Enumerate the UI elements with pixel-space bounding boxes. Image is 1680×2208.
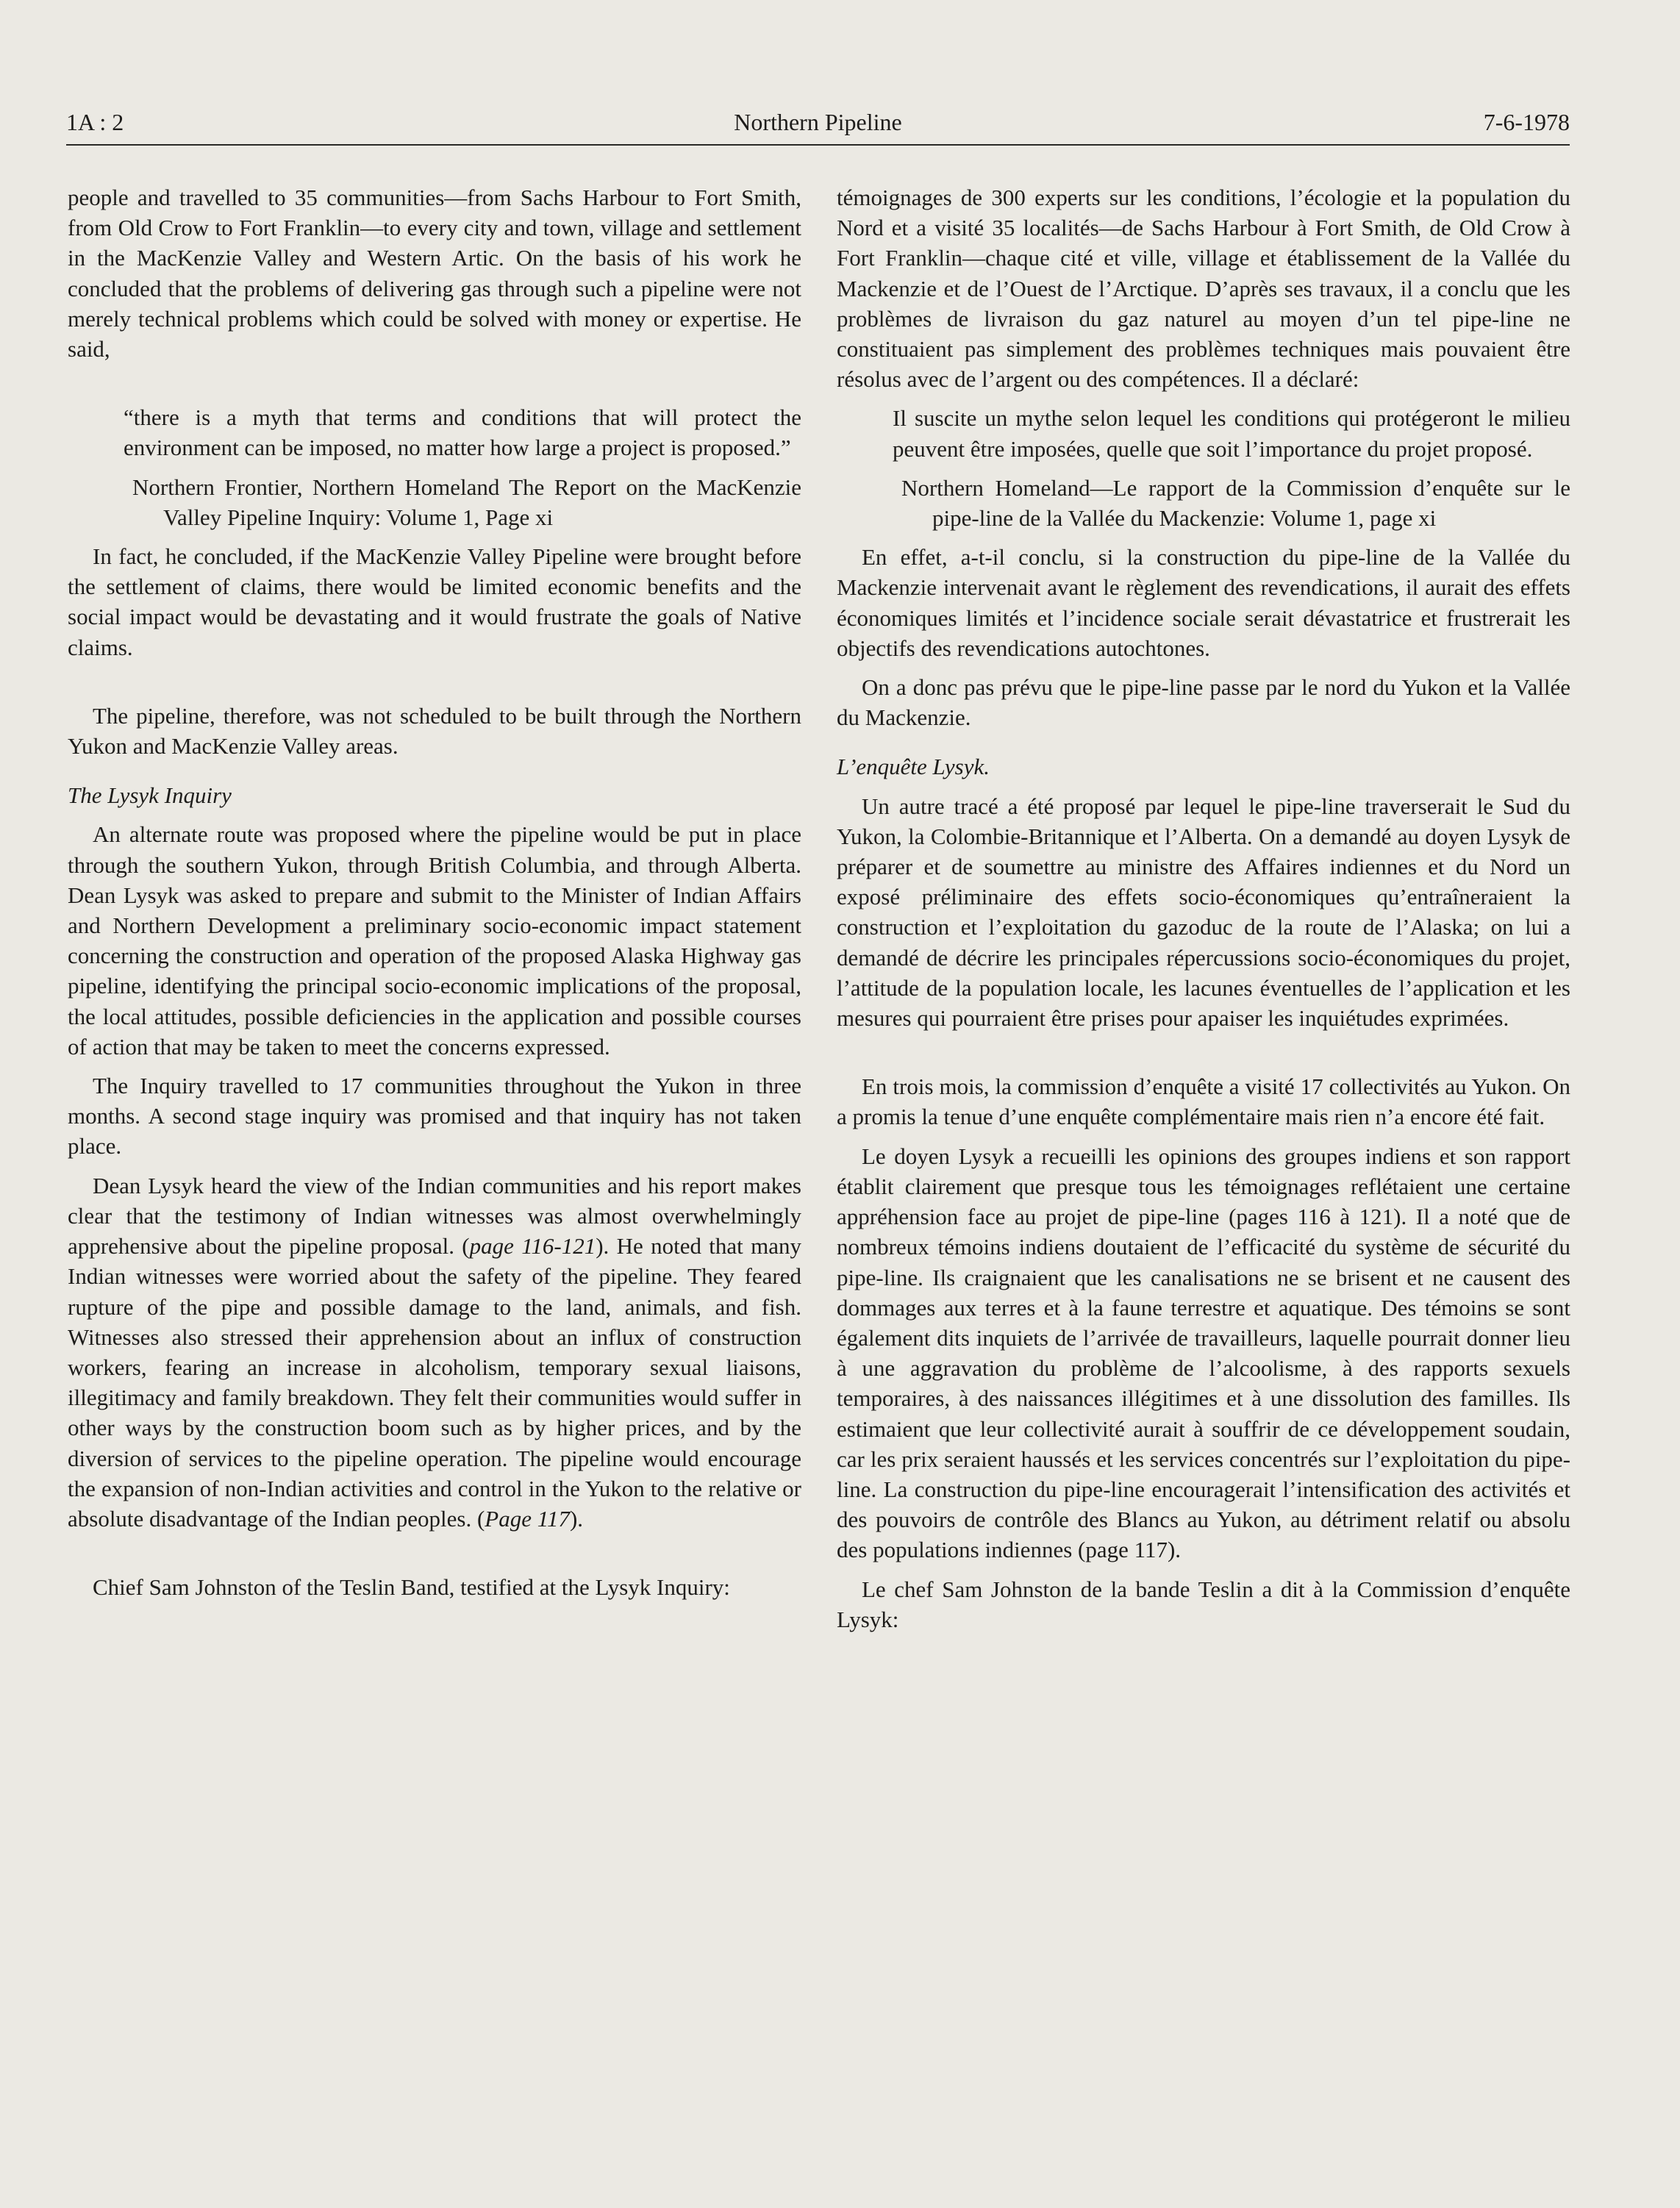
en-paragraph-4: An alternate route was proposed where the pipeline would be put in place through the southern Yukon, through British Columbia, and through Alberta. Dean Lysyk was asked to prepare and submit to the Minister of Indian Affairs and Northern Development a preliminary socio-economic impact statement concerning the construction and operation of the proposed Alaska Highway gas pipeline, identifying the principal socio-economic implications of the proposal, the local attitudes, possible deficiencies in the application and possible courses of action that may be taken to meet the concerns expressed. <box>68 821 801 1060</box>
fr-paragraph-6: Le doyen Lysyk a recueilli les opinions des groupes indiens et son rapport établit clairement que presque tous les témoignages reflétaient une certaine appréhension face au projet de pipe-line (pages 116 à 121). Il a noté que de nombreux témoins indiens doutaient de l’efficacité du système de sécurité du pipe-line. Ils craignaient que les canalisations ne se brisent et ne causent des dommages aux terres et à la faune terrestre et aquatique. Des témoins se sont également dits inquiets de l’arrivée de travailleurs, laquelle pourrait donner lieu à une aggravation du problème de l’alcoolisme, à des rapports sexuels temporaires, à des naissances illégitimes et à une dissolution des familles. Ils estimaient que leur collectivité aurait à souffrir de ce développement soudain, car les prix seraient haussés et les services concentrés sur l’exploitation du pipe-line. La construction du pipe-line encouragerait l’intensification des activités et des pouvoirs de contrôle des Blancs au Yukon, au détriment relatif ou absolu des populations indiennes (page 117). <box>837 1143 1570 1563</box>
french-column <box>837 182 1570 1634</box>
fr-section-heading: L’enquête Lysyk. <box>837 754 990 780</box>
en-section-heading: The Lysyk Inquiry <box>68 782 232 809</box>
fr-paragraph-3: On a donc pas prévu que le pipe-line passe par le nord du Yukon et la Vallée du Mackenzie. <box>837 674 1570 731</box>
fr-paragraph-2: En effet, a-t-il conclu, si la construction du pipe-line de la Vallée du Mackenzie intervenait avant le règlement des revendications, il aurait des effets économiques limités et l’incidence sociale serait dévastatrice et frustrerait les objectifs des revendications autochtones. <box>837 544 1570 661</box>
fr-citation: Northern Homeland—Le rapport de la Commission d’enquête sur le pipe-line de la Vallée du Mackenzie: Volume 1, page xi <box>901 474 1570 532</box>
page-header <box>66 104 1570 146</box>
en-paragraph-5: The Inquiry travelled to 17 communities throughout the Yukon in three months. A second stage inquiry was promised and that inquiry has not taken place. <box>68 1073 801 1160</box>
en-p6-text-a: Dean Lysyk heard the view of the Indian communities and his report makes clear that the testimony of Indian witnesses was almost overwhelmingly apprehensive about the pipeline proposal. ( <box>68 1172 801 1260</box>
en-p6-reference-1: page 116-121 <box>469 1233 596 1260</box>
en-p6-text-c: ). <box>569 1505 584 1532</box>
publication-title: Northern Pipeline <box>734 109 902 135</box>
en-paragraph-7: Chief Sam Johnston of the Teslin Band, testified at the Lysyk Inquiry: <box>93 1574 730 1601</box>
en-paragraph-6 <box>68 1171 801 1534</box>
en-p6-reference-2: Page 117 <box>485 1505 570 1532</box>
en-paragraph-1: people and travelled to 35 communities—from Sachs Harbour to Fort Smith, from Old Crow to Fort Franklin—to every city and town, village and settlement in the MacKenzie Valley and Western Artic. On the basis of his work he concluded that the problems of delivering gas through such a pipeline were not merely technical problems which could be solved with money or expertise. He said, <box>68 185 801 362</box>
english-column <box>68 182 801 1602</box>
fr-paragraph-7: Le chef Sam Johnston de la bande Teslin a dit à la Commission d’enquête Lysyk: <box>837 1576 1570 1632</box>
fr-paragraph-1: témoignages de 300 experts sur les conditions, l’écologie et la population du Nord et a visité 35 localités—de Sachs Harbour à Fort Smith, de Old Crow à Fort Franklin—chaque cité et ville, village et établissement de la Vallée du Mackenzie et de l’Ouest de l’Arctique. D’après ses travaux, il a conclu que les problèmes de livraison du gaz naturel au moyen d’un tel pipe-line ne constituaient pas simplement des problèmes techniques mais pouvaient être résolus avec de l’argent ou des compétences. Il a déclaré: <box>837 185 1570 393</box>
fr-paragraph-5: En trois mois, la commission d’enquête a visité 17 collectivités au Yukon. On a promis la tenue d’une enquête complémentaire mais rien n’a encore été fait. <box>837 1073 1570 1130</box>
en-citation: Northern Frontier, Northern Homeland The Report on the MacKenzie Valley Pipeline Inquiry: Volume 1, Page xi <box>132 474 801 530</box>
fr-paragraph-4: Un autre tracé a été proposé par lequel le pipe-line traverserait le Sud du Yukon, la Colombie-Britannique et l’Alberta. On a demandé au doyen Lysyk de préparer et de soumettre au ministre des Affaires indiennes et du Nord un exposé préliminaire des effets socio-économiques qu’entraîneraient la construction et l’exploitation du gazoduc de la route de l’Alaska; on lui a demandé de décrire les principales répercussions socio-économiques du projet, l’attitude de la population locale, les lacunes éventuelles de l’application et les mesures qui pourraient être prises pour apaiser les inquiétudes exprimées. <box>837 793 1570 1032</box>
page-date: 7-6-1978 <box>1483 109 1570 135</box>
en-paragraph-3: The pipeline, therefore, was not scheduled to be built through the Northern Yukon and MacKenzie Valley areas. <box>68 702 801 760</box>
en-paragraph-2: In fact, he concluded, if the MacKenzie Valley Pipeline were brought before the settlement of claims, there would be limited economic benefits and the social impact would be devastating and it would frustrate the goals of Native claims. <box>68 543 801 660</box>
en-p6-text-b: ). He noted that many Indian witnesses were worried about the safety of the pipeline. They feared rupture of the pipe and possible damage to the land, animals, and fish. Witnesses also stressed their apprehension about an influx of construction workers, fearing an increase in alcoholism, temporary sexual liaisons, illegitimacy and family breakdown. They felt their communities would suffer in other ways by the construction boom such as by higher prices, and by the diversion of services to the pipeline operation. The pipeline would encourage the expansion of non-Indian activities and control in the Yukon to the relative or absolute disadvantage of the Indian peoples. ( <box>68 1233 801 1532</box>
fr-quote: Il suscite un mythe selon lequel les conditions qui protégeront le milieu peuvent être imposées, quelle que soit l’importance du projet proposé. <box>893 405 1570 462</box>
page-number: 1A : 2 <box>66 109 124 135</box>
en-quote: “there is a myth that terms and conditions that will protect the environment can be imposed, no matter how large a project is proposed.” <box>124 404 801 461</box>
